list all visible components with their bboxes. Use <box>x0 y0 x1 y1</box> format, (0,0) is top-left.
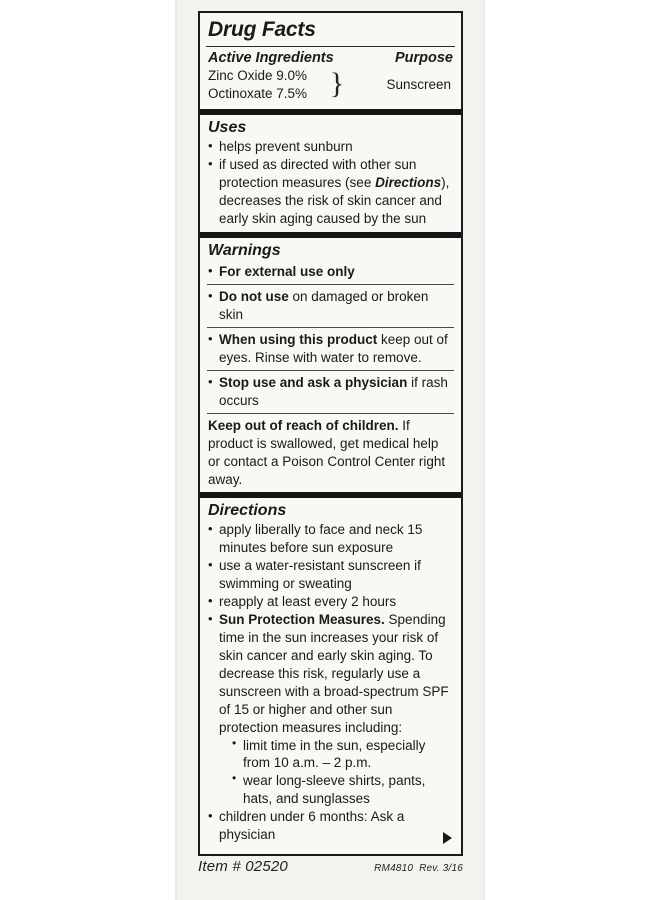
warning-2-rest: on damaged or broken skin <box>219 289 429 323</box>
warning-5-rest: If product is swallowed, get medical help or contact a Poison Control Center right away. <box>208 417 446 487</box>
warning-4-rest: if rash occurs <box>219 374 448 408</box>
warning-2-lead: Do not use <box>219 289 289 305</box>
warning-row-2 <box>200 285 461 327</box>
active-ingredients-list <box>208 67 326 103</box>
active-ingredients-header-row <box>200 47 461 67</box>
triangle-right-icon <box>443 832 452 844</box>
revision-date: Rev. 3/16 <box>419 863 463 874</box>
warning-3-lead: When using this product <box>219 332 378 348</box>
warnings-heading: Warnings <box>208 241 281 259</box>
directions-heading: Directions <box>208 501 287 519</box>
warning-5-lead: Keep out of reach of children. <box>208 417 399 433</box>
uses-list <box>200 138 461 228</box>
warning-3-rest: keep out of eyes. Rinse with water to remove. <box>219 332 448 366</box>
brace-glyph: } <box>329 66 345 100</box>
warnings-section <box>200 238 461 492</box>
warning-row-1 <box>200 260 461 284</box>
directions-section <box>200 498 461 855</box>
uses-item-2-directions-ref: Directions <box>375 174 442 190</box>
uses-item-2 <box>208 156 453 228</box>
purpose-header: Purpose <box>394 50 453 67</box>
warning-1-lead: For external use only <box>219 264 355 280</box>
item-number: Item # 02520 <box>198 858 288 875</box>
directions-item-4 <box>208 611 453 808</box>
purpose-value: Sunscreen <box>386 77 451 93</box>
label-footer <box>198 858 463 875</box>
drug-facts-label <box>198 11 463 856</box>
carton-left-edge <box>175 0 177 900</box>
directions-list <box>200 521 461 844</box>
directions-item-2: • use a water-resistant sunscreen if swimming or sweating <box>208 557 453 593</box>
warning-row-5-keep-out-of-reach <box>200 414 461 492</box>
uses-item-1: • helps prevent sunburn <box>208 138 453 156</box>
warning-4-lead: Stop use and ask a physician <box>219 374 408 390</box>
active-ingredients-header: Active Ingredients <box>208 50 334 67</box>
warning-row-4 <box>200 371 461 413</box>
directions-item-5: • children under 6 months: Ask a physician <box>208 808 453 844</box>
active-ingredient-2: Octinoxate 7.5% <box>208 85 308 101</box>
uses-item-2-pre: if used as directed with other sun protection measures (see <box>219 157 417 190</box>
active-ingredient-1: Zinc Oxide 9.0% <box>208 68 308 84</box>
drug-facts-title: Drug Facts <box>208 18 316 41</box>
warning-row-3 <box>200 328 461 370</box>
uses-heading: Uses <box>208 118 247 136</box>
directions-item-1: • apply liberally to face and neck 15 minutes before sun exposure <box>208 521 453 557</box>
uses-section <box>200 115 461 228</box>
sun-protection-sub-list <box>219 737 453 809</box>
uses-item-2-post: ), decreases the risk of skin cancer and early skin aging caused by the sun <box>219 174 450 226</box>
sun-protection-measures-rest: Spending time in the sun increases your risk of skin cancer and early skin aging. To decrease this risk, regularly use a sunscreen with a broad-spectrum SPF of 15 or higher and other sun protection measures including: <box>219 611 449 735</box>
sun-protection-sub-item-2: • wear long-sleeve shirts, pants, hats, and sunglasses <box>232 772 453 808</box>
revision-code: RM4810 <box>374 863 414 874</box>
directions-item-3: • reapply at least every 2 hours <box>208 593 453 611</box>
sun-protection-sub-item-1: • limit time in the sun, especially from 10 a.m. – 2 p.m. <box>232 737 453 773</box>
active-ingredients-body <box>200 67 461 109</box>
revision-info <box>368 863 463 874</box>
carton-right-edge <box>483 0 485 900</box>
sun-protection-measures-lead: Sun Protection Measures. <box>219 611 385 627</box>
